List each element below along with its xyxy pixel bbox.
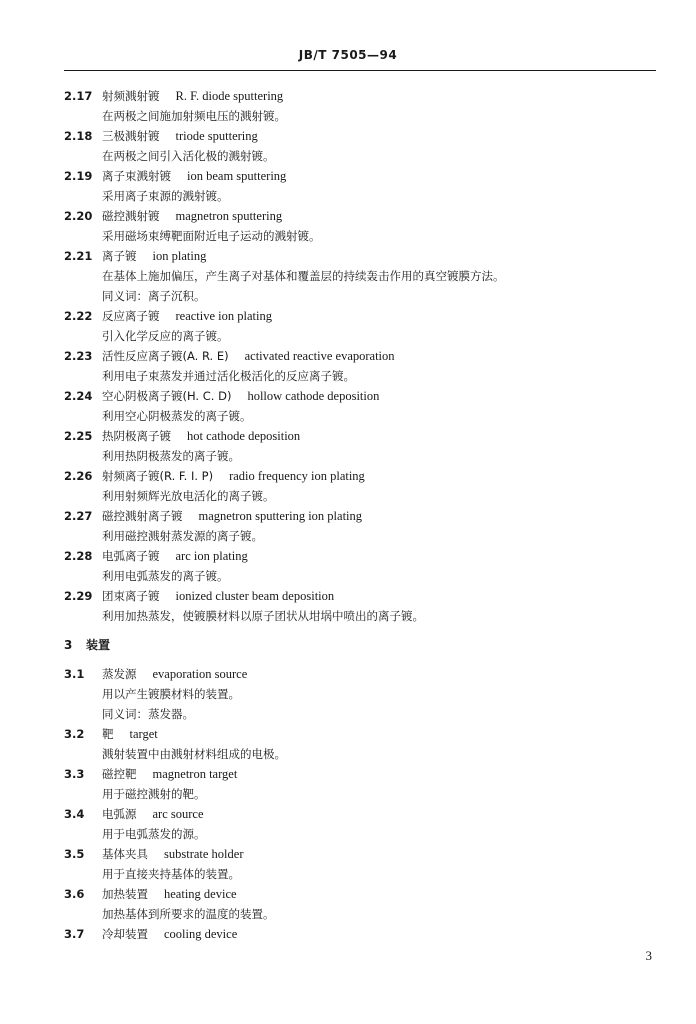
- term-definition: 用于直接夹持基体的装置。: [102, 867, 240, 881]
- term-heading-line: [0, 126, 696, 146]
- term-definition: 在两极之间施加射频电压的溅射镀。: [102, 109, 286, 123]
- term-english: target: [129, 727, 158, 741]
- term-definition: 采用磁场束缚靶面附近电子运动的溅射镀。: [102, 229, 321, 243]
- term-chinese: 靶: [102, 727, 114, 741]
- term-entry: [0, 724, 696, 764]
- page-number: 3: [645, 948, 652, 963]
- term-entry: [0, 346, 696, 386]
- term-english: cooling device: [164, 927, 238, 941]
- term-chinese: 电弧源: [102, 807, 137, 821]
- term-heading-line: [0, 386, 696, 406]
- term-definition: 在基体上施加偏压，产生离子对基体和覆盖层的持续轰击作用的真空镀膜方法。: [102, 269, 505, 283]
- term-heading-line: [0, 586, 696, 606]
- term-heading-line: [0, 506, 696, 526]
- term-number: 2.20: [64, 209, 93, 223]
- term-definition: 利用加热蒸发，使镀膜材料以原子团状从坩埚中喷出的离子镀。: [102, 609, 424, 623]
- term-chinese: 射频离子镀(R. F. I. P): [102, 469, 214, 483]
- term-number: 2.27: [64, 509, 93, 523]
- term-definition: 利用电弧蒸发的离子镀。: [102, 569, 229, 583]
- term-number: 2.17: [64, 89, 93, 103]
- term-english: evaporation source: [152, 667, 248, 681]
- term-heading-line: [0, 764, 696, 784]
- term-chinese: 离子镀: [102, 249, 137, 263]
- term-chinese: 加热装置: [102, 887, 148, 901]
- term-definition: 引入化学反应的离子镀。: [102, 329, 229, 343]
- term-entry: [0, 546, 696, 586]
- term-number: 2.22: [64, 309, 93, 323]
- term-entry: [0, 844, 696, 884]
- term-number: 2.28: [64, 549, 93, 563]
- term-english: magnetron sputtering: [175, 209, 283, 223]
- term-heading-line: [0, 86, 696, 106]
- term-number: 3.4: [64, 807, 85, 821]
- term-entry: [0, 166, 696, 206]
- term-number: 2.21: [64, 249, 93, 263]
- term-english: ionized cluster beam deposition: [175, 589, 335, 603]
- term-chinese: 空心阴极离子镀(H. C. D): [102, 389, 232, 403]
- term-entry: [0, 426, 696, 466]
- term-list-section-3: [0, 664, 696, 944]
- term-english: reactive ion plating: [175, 309, 272, 323]
- term-number: 2.29: [64, 589, 93, 603]
- term-english: substrate holder: [164, 847, 244, 861]
- term-chinese: 基体夹具: [102, 847, 148, 861]
- term-number: 2.26: [64, 469, 93, 483]
- term-heading-line: [0, 306, 696, 326]
- term-heading-line: [0, 884, 696, 904]
- term-definition: 用于磁控溅射的靶。: [102, 787, 206, 801]
- section-heading: [0, 634, 696, 656]
- term-number: 3.5: [64, 847, 85, 861]
- term-heading-line: [0, 724, 696, 744]
- term-english: magnetron sputtering ion plating: [198, 509, 363, 523]
- term-chinese: 电弧离子镀: [102, 549, 160, 563]
- term-english: R. F. diode sputtering: [175, 89, 284, 103]
- page-content: [0, 86, 696, 944]
- term-entry: [0, 466, 696, 506]
- term-definition: 利用磁控溅射蒸发源的离子镀。: [102, 529, 263, 543]
- term-definition: 溅射装置中由溅射材料组成的电极。: [102, 747, 286, 761]
- term-entry: [0, 764, 696, 804]
- term-english: hot cathode deposition: [187, 429, 301, 443]
- term-definition: 用于电弧蒸发的源。: [102, 827, 206, 841]
- term-number: 3.2: [64, 727, 85, 741]
- header-rule: [64, 70, 656, 71]
- term-heading-line: [0, 246, 696, 266]
- term-number: 2.23: [64, 349, 93, 363]
- term-entry: [0, 126, 696, 166]
- term-entry: [0, 506, 696, 546]
- term-english: radio frequency ion plating: [229, 469, 365, 483]
- term-entry: [0, 386, 696, 426]
- term-definition: 利用空心阴极蒸发的离子镀。: [102, 409, 252, 423]
- term-english: hollow cathode deposition: [247, 389, 380, 403]
- term-heading-line: [0, 166, 696, 186]
- term-heading-line: [0, 804, 696, 824]
- term-number: 3.7: [64, 927, 85, 941]
- term-english: arc source: [152, 807, 204, 821]
- term-chinese: 团束离子镀: [102, 589, 160, 603]
- term-definition: 同义词：蒸发器。: [102, 707, 194, 721]
- term-heading-line: [0, 546, 696, 566]
- term-definition: 加热基体到所要求的温度的装置。: [102, 907, 275, 921]
- term-entry: [0, 206, 696, 246]
- term-number: 3.6: [64, 887, 85, 901]
- term-definition: 利用电子束蒸发并通过活化极活化的反应离子镀。: [102, 369, 355, 383]
- term-english: triode sputtering: [175, 129, 258, 143]
- term-heading-line: [0, 844, 696, 864]
- term-english: ion plating: [152, 249, 207, 263]
- term-definition: 在两极之间引入活化极的溅射镀。: [102, 149, 275, 163]
- term-number: 3.3: [64, 767, 85, 781]
- term-list-section-2: [0, 86, 696, 626]
- term-chinese: 三极溅射镀: [102, 129, 160, 143]
- term-heading-line: [0, 206, 696, 226]
- term-number: 3.1: [64, 667, 85, 681]
- term-number: 2.18: [64, 129, 93, 143]
- term-entry: [0, 924, 696, 944]
- term-chinese: 离子束溅射镀: [102, 169, 171, 183]
- term-english: magnetron target: [152, 767, 238, 781]
- term-definition: 用以产生镀膜材料的装置。: [102, 687, 240, 701]
- term-chinese: 热阴极离子镀: [102, 429, 171, 443]
- term-heading-line: [0, 346, 696, 366]
- term-entry: [0, 246, 696, 306]
- term-entry: [0, 306, 696, 346]
- term-heading-line: [0, 466, 696, 486]
- term-chinese: 磁控溅射离子镀: [102, 509, 183, 523]
- term-chinese: 活性反应离子镀(A. R. E): [102, 349, 229, 363]
- term-english: activated reactive evaporation: [244, 349, 395, 363]
- term-entry: [0, 884, 696, 924]
- term-definition: 同义词：离子沉积。: [102, 289, 206, 303]
- term-chinese: 磁控溅射镀: [102, 209, 160, 223]
- term-english: arc ion plating: [175, 549, 248, 563]
- term-chinese: 磁控靶: [102, 767, 137, 781]
- term-number: 2.25: [64, 429, 93, 443]
- term-definition: 利用热阴极蒸发的离子镀。: [102, 449, 240, 463]
- term-number: 2.24: [64, 389, 93, 403]
- term-definition: 采用离子束源的溅射镀。: [102, 189, 229, 203]
- term-english: ion beam sputtering: [187, 169, 287, 183]
- term-entry: [0, 664, 696, 724]
- term-entry: [0, 86, 696, 126]
- term-heading-line: [0, 664, 696, 684]
- term-chinese: 射频溅射镀: [102, 89, 160, 103]
- term-heading-line: [0, 426, 696, 446]
- document-code-header: JB/T 7505—94: [298, 48, 398, 62]
- term-chinese: 蒸发源: [102, 667, 137, 681]
- term-heading-line: [0, 924, 696, 944]
- section-title: 装置: [86, 638, 111, 652]
- term-definition: 利用射频辉光放电活化的离子镀。: [102, 489, 275, 503]
- term-entry: [0, 586, 696, 626]
- section-number: 3: [64, 638, 73, 652]
- term-chinese: 冷却装置: [102, 927, 148, 941]
- term-entry: [0, 804, 696, 844]
- term-english: heating device: [164, 887, 237, 901]
- term-chinese: 反应离子镀: [102, 309, 160, 323]
- term-number: 2.19: [64, 169, 93, 183]
